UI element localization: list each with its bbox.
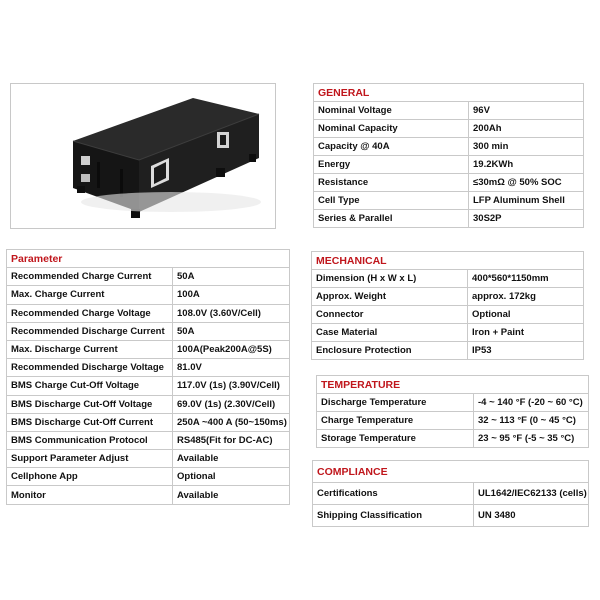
- general-table: [313, 83, 584, 228]
- spec-label: Recommended Discharge Voltage: [7, 359, 173, 377]
- spec-label: BMS Discharge Cut-Off Voltage: [7, 395, 173, 413]
- parameter-heading: Parameter: [7, 250, 290, 268]
- spec-value: 30S2P: [469, 210, 584, 228]
- spec-label: BMS Charge Cut-Off Voltage: [7, 377, 173, 395]
- spec-label: Support Parameter Adjust: [7, 450, 173, 468]
- spec-label: Certifications: [313, 483, 474, 505]
- spec-value: 100A(Peak200A@5S): [173, 340, 290, 358]
- mechanical-table: [311, 251, 584, 360]
- spec-label: Storage Temperature: [317, 430, 474, 448]
- spec-value: ≤30mΩ @ 50% SOC: [469, 174, 584, 192]
- spec-value: 108.0V (3.60V/Cell): [173, 304, 290, 322]
- spec-value: Available: [173, 486, 290, 504]
- general-heading: GENERAL: [314, 84, 584, 102]
- spec-value: RS485(Fit for DC-AC): [173, 431, 290, 449]
- spec-label: Connector: [312, 306, 468, 324]
- spec-value: IP53: [468, 342, 584, 360]
- spec-value: 117.0V (1s) (3.90V/Cell): [173, 377, 290, 395]
- temperature-table: [316, 375, 589, 448]
- spec-value: Optional: [173, 468, 290, 486]
- spec-value: 50A: [173, 322, 290, 340]
- spec-value: UL1642/IEC62133 (cells): [474, 483, 589, 505]
- spec-label: Approx. Weight: [312, 288, 468, 306]
- spec-value: 81.0V: [173, 359, 290, 377]
- spec-label: Monitor: [7, 486, 173, 504]
- spec-value: UN 3480: [474, 505, 589, 527]
- battery-product-photo: [10, 83, 276, 229]
- spec-label: Series & Parallel: [314, 210, 469, 228]
- spec-value: LFP Aluminum Shell: [469, 192, 584, 210]
- spec-label: Nominal Capacity: [314, 120, 469, 138]
- spec-value: 32 ~ 113 °F (0 ~ 45 °C): [474, 412, 589, 430]
- spec-value: 250A ~400 A (50~150ms): [173, 413, 290, 431]
- spec-label: Enclosure Protection: [312, 342, 468, 360]
- spec-label: Charge Temperature: [317, 412, 474, 430]
- spec-label: Cell Type: [314, 192, 469, 210]
- spec-value: approx. 172kg: [468, 288, 584, 306]
- spec-label: BMS Communication Protocol: [7, 431, 173, 449]
- spec-value: Iron + Paint: [468, 324, 584, 342]
- spec-value: 69.0V (1s) (2.30V/Cell): [173, 395, 290, 413]
- spec-label: Max. Discharge Current: [7, 340, 173, 358]
- battery-pack-image: [11, 84, 275, 228]
- spec-label: Shipping Classification: [313, 505, 474, 527]
- mechanical-heading: MECHANICAL: [312, 252, 584, 270]
- spec-label: Recommended Charge Current: [7, 268, 173, 286]
- spec-value: Optional: [468, 306, 584, 324]
- spec-label: Recommended Charge Voltage: [7, 304, 173, 322]
- compliance-heading: COMPLIANCE: [313, 461, 589, 483]
- spec-value: 19.2KWh: [469, 156, 584, 174]
- spec-value: 23 ~ 95 °F (-5 ~ 35 °C): [474, 430, 589, 448]
- spec-label: Discharge Temperature: [317, 394, 474, 412]
- spec-label: Cellphone App: [7, 468, 173, 486]
- spec-label: Recommended Discharge Current: [7, 322, 173, 340]
- spec-value: 200Ah: [469, 120, 584, 138]
- spec-label: Max. Charge Current: [7, 286, 173, 304]
- spec-value: 100A: [173, 286, 290, 304]
- spec-label: Energy: [314, 156, 469, 174]
- spec-value: -4 ~ 140 °F (-20 ~ 60 °C): [474, 394, 589, 412]
- temperature-heading: TEMPERATURE: [317, 376, 589, 394]
- spec-value: 96V: [469, 102, 584, 120]
- parameter-table: [6, 249, 290, 505]
- spec-label: Case Material: [312, 324, 468, 342]
- spec-label: BMS Discharge Cut-Off Current: [7, 413, 173, 431]
- spec-value: 300 min: [469, 138, 584, 156]
- spec-label: Dimension (H x W x L): [312, 270, 468, 288]
- spec-value: Available: [173, 450, 290, 468]
- spec-label: Nominal Voltage: [314, 102, 469, 120]
- spec-label: Resistance: [314, 174, 469, 192]
- spec-value: 50A: [173, 268, 290, 286]
- spec-value: 400*560*1150mm: [468, 270, 584, 288]
- compliance-table: [312, 460, 589, 527]
- spec-label: Capacity @ 40A: [314, 138, 469, 156]
